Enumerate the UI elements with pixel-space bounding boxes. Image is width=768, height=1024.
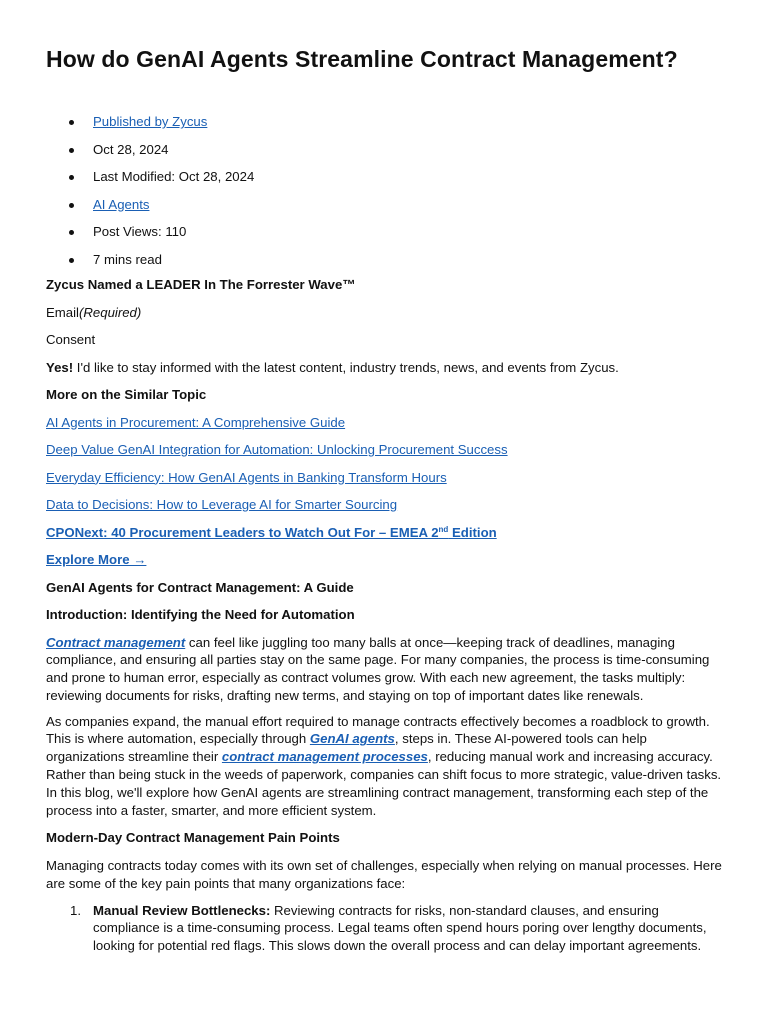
meta-read-time: 7 mins read <box>46 251 722 279</box>
pain-points-heading: Modern-Day Contract Management Pain Points <box>46 830 340 846</box>
intro-heading: Introduction: Identifying the Need for Automation <box>46 607 355 622</box>
intro-paragraph-1-text: can feel like juggling too many balls at once—keeping track of deadlines, managing compliance, and ensuring all parties stay on the same page. For many companies, the process is time-consuming and prone to human error, especially as contract volumes grow. With each new agreement, the tasks multiply: reviewing documents for risks, drafting new terms, and staying on top of important dates like renewals. <box>46 634 710 703</box>
list-number: 1. <box>70 902 81 918</box>
email-label: Email <box>46 304 79 320</box>
intro-paragraph-2-c: , reducing manual work and increasing accuracy. Rather than being stuck in the weeds of paperwork, companies can shift focus to more strategic, value-driven tasks. In this blog, we'll explore how GenAI agents are streamlining contract management, transforming each step of the process into a faster, smarter, and more efficient system. <box>46 749 722 818</box>
meta-category <box>46 196 722 224</box>
author-link[interactable]: Published by Zycus <box>93 114 208 129</box>
form-heading: Zycus Named a LEADER In The Forrester Wave™ <box>46 277 356 292</box>
consent-text: I'd like to stay informed with the latest content, industry trends, news, and events from Zycus. <box>73 359 619 375</box>
pain-title: Manual Review Bottlenecks: <box>93 902 271 918</box>
pain-points-intro: Managing contracts today comes with its own set of challenges, especially when relying on manual processes. Here are some of the key pain points that many organizations face: <box>46 857 722 891</box>
cponext-suffix: Edition <box>448 524 497 540</box>
category-link[interactable]: AI Agents <box>93 196 150 212</box>
meta-author <box>46 113 722 141</box>
meta-date: Oct 28, 2024 <box>46 141 722 169</box>
explore-more-link[interactable]: Explore More → <box>46 552 147 567</box>
cponext-link[interactable] <box>46 525 497 540</box>
meta-modified: Last Modified: Oct 28, 2024 <box>46 168 722 196</box>
contract-processes-link[interactable]: contract management processes <box>221 749 428 765</box>
post-meta-list <box>46 113 722 278</box>
intro-paragraph-2-a: As companies expand, the manual effort required to manage contracts effectively becomes a roadblock to growth. This is where automation, especially through <box>46 713 710 747</box>
similar-link-everyday-efficiency[interactable]: Everyday Efficiency: How GenAI Agents in Banking Transform Hours <box>46 469 447 485</box>
similar-topic-heading: More on the Similar Topic <box>46 387 207 402</box>
guide-heading: GenAI Agents for Contract Management: A Guide <box>46 579 354 595</box>
intro-paragraph-2-b: , steps in. These AI-powered tools can help organizations streamline their <box>46 731 647 765</box>
required-marker: (Required) <box>78 304 142 320</box>
consent-yes: Yes! <box>46 359 74 375</box>
pain-text: Reviewing contracts for risks, non-standard clauses, and ensuring compliance is a time-consuming process. Legal teams often spend hours poring over lengthy documents, looking for potential red flags. This slows down the overall process and can delay important agreements. <box>93 902 707 954</box>
consent-option[interactable] <box>46 359 722 377</box>
list-item <box>46 902 722 955</box>
consent-label: Consent <box>46 332 96 347</box>
meta-views: Post Views: 110 <box>46 223 722 251</box>
email-field-label <box>46 304 722 322</box>
similar-link-data-to-decisions[interactable]: Data to Decisions: How to Leverage AI for Smarter Sourcing <box>46 497 398 512</box>
pain-points-list <box>46 902 722 955</box>
similar-link-deep-value[interactable]: Deep Value GenAI Integration for Automation: Unlocking Procurement Success <box>46 442 508 457</box>
contract-management-link[interactable]: Contract management <box>46 634 186 650</box>
page-title: How do GenAI Agents Streamline Contract Management? <box>46 46 678 72</box>
cponext-text: CPONext: 40 Procurement Leaders to Watch Out For – EMEA 2 <box>46 524 439 540</box>
genai-agents-link[interactable]: GenAI agents <box>309 731 395 747</box>
cponext-sup: nd <box>438 524 449 534</box>
intro-paragraph-1 <box>46 634 722 705</box>
intro-paragraph-2 <box>46 713 722 820</box>
similar-link-ai-agents-procurement[interactable]: AI Agents in Procurement: A Comprehensive Guide <box>46 414 346 430</box>
